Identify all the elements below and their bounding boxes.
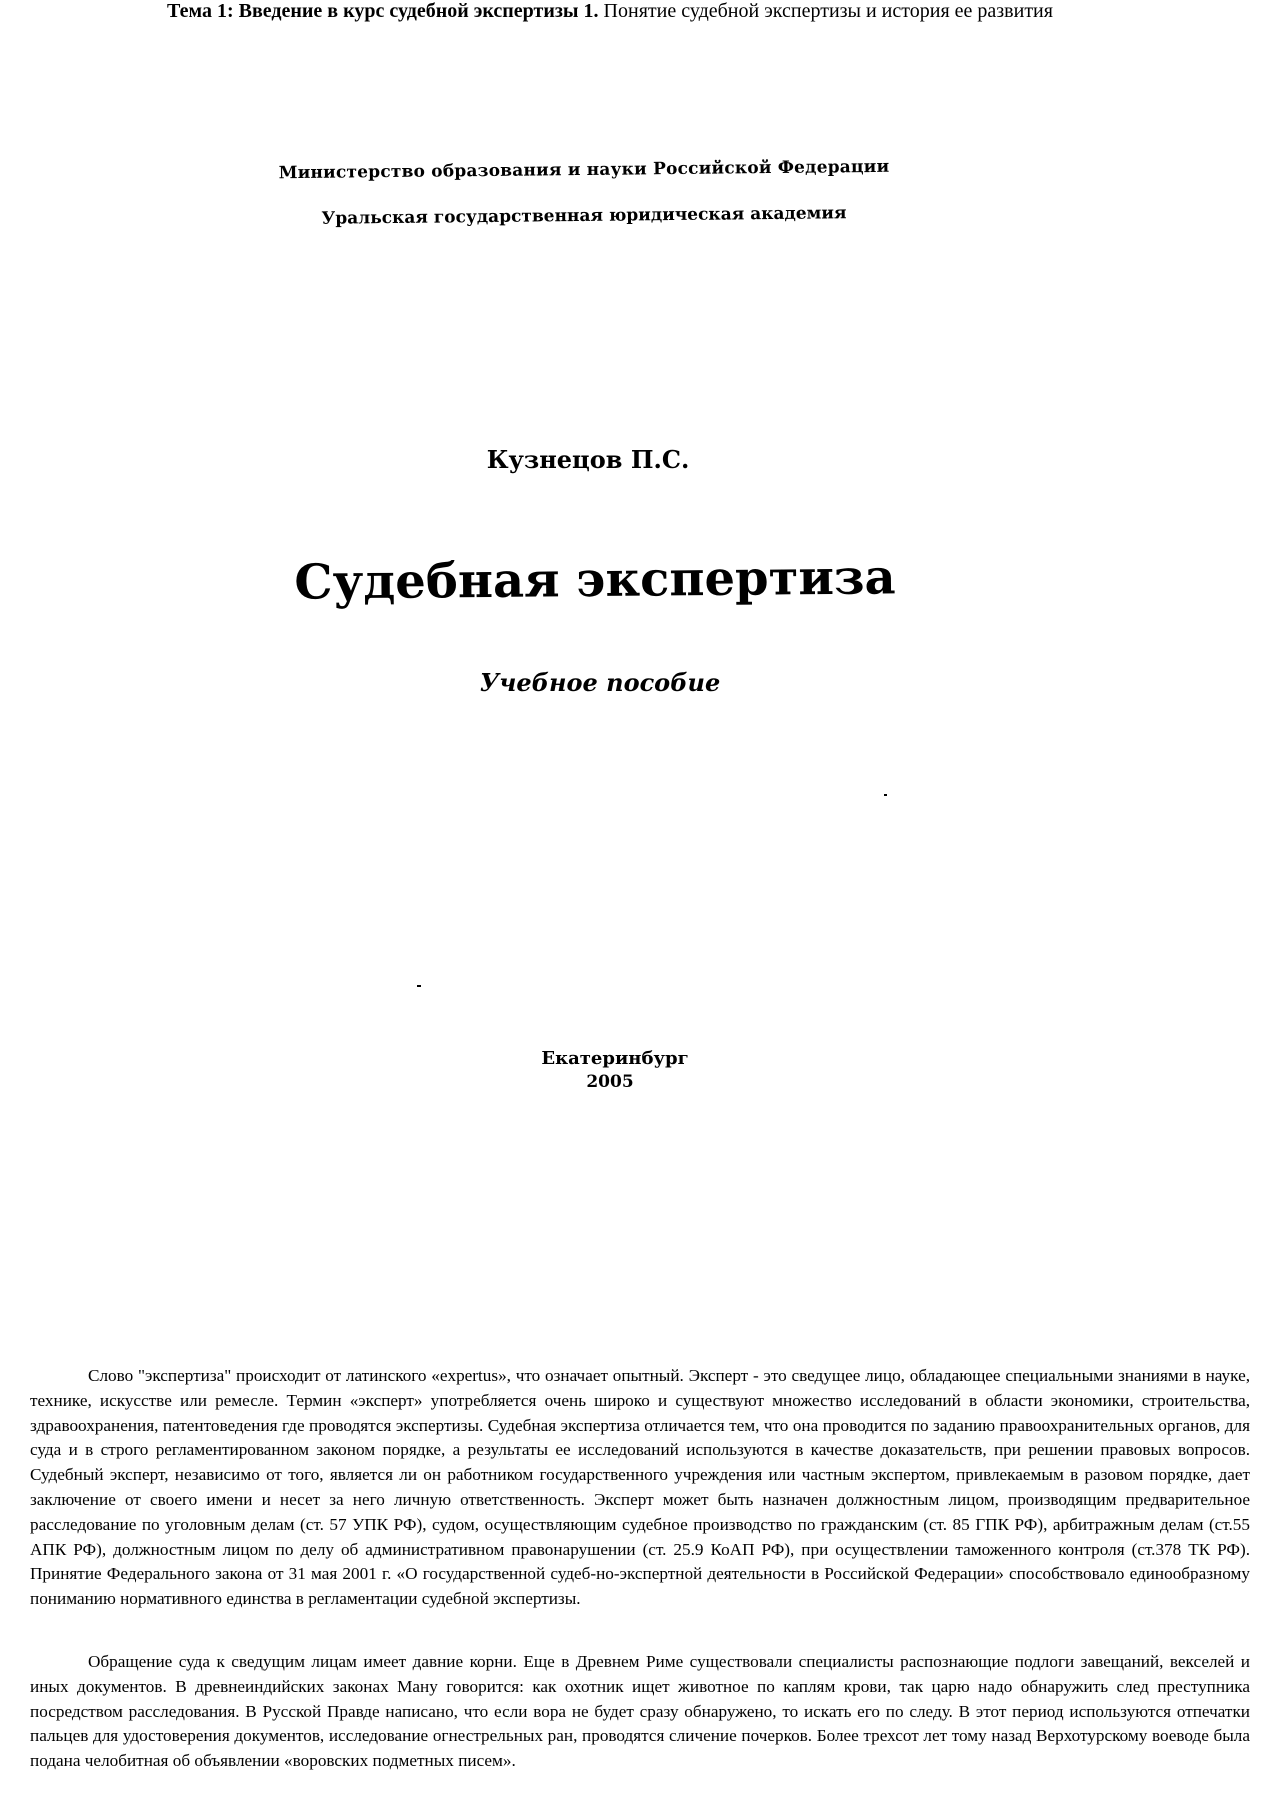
topic-heading-rest: Понятие судебной экспертизы и история ее развития [598,0,1053,22]
academy-line: Уральская государственная юридическая академия [321,203,847,229]
body-paragraph-1 [30,1364,1250,1612]
topic-heading-bold: Тема 1: Введение в курс судебной экспертизы 1. [167,0,599,22]
author-name: Кузнецов П.С. [486,445,690,474]
ministry-line: Министерство образования и науки Российской Федерации [278,156,890,184]
book-title: Судебная экспертиза [294,549,896,611]
scan-speck [884,794,887,796]
body-paragraph-2 [30,1650,1250,1774]
topic-heading [0,0,1220,23]
book-subtitle: Учебное пособие [479,668,721,697]
paragraph-text: Слово "экспертиза" происходит от латинского «expertus», что означает опытный. Эксперт - это сведущее лицо, обладающее специальными знаниями в науке, технике, искусстве или ремесле. Термин «эксперт» употребляется очень широко и существуют множество исследований в области экономики, строительства, здравоохранения, патентоведения где проводятся экспертизы. Судебная экспертиза отличается тем, что она проводится по заданию правоохранительных органов, для суда и в строго регламентированном законом порядке, а результаты ее исследований используются в качестве доказательств, при решении правовых вопросов. Судебный эксперт, независимо от того, является ли он работником государственного учреждения или частным экспертом, привлекаемым в разовом порядке, дает заключение от своего имени и несет за него личную ответственность. Эксперт может быть назначен должностным лицом, производящим предварительное расследование по уголовным делам (ст. 57 УПК РФ), судом, осуществляющим судебное производство по гражданским (ст. 85 ГПК РФ), арбитражным делам (ст.55 АПК РФ), должностным лицом по делу об административном правонарушении (ст. 25.9 КоАП РФ), при осуществлении таможенного контроля (ст.378 ТК РФ). Принятие Федерального закона от 31 мая 2001 г. «О государственной судеб-но-экспертной деятельности в Российской Федерации» способствовало единообразному пониманию нормативного единства в регламентации судебной экспертизы. [30,1366,1250,1609]
publication-city: Екатеринбург [541,1048,689,1069]
paragraph-text: Обращение суда к сведущим лицам имеет давние корни. Еще в Древнем Риме существовали специалисты распознающие подлоги завещаний, векселей и иных документов. В древнеиндийских законах Ману говорится: как охотник ищет животное по каплям крови, так царю надо обнаружить след преступника посредством расследования. В Русской Правде написано, что если вора не будет сразу обнаружено, то искать его по следу. В этот период используются отпечатки пальцев для удостоверения документов, исследование огнестрельных ран, проводятся сличение почерков. Более трехсот лет тому назад Верхотурскому воеводе была подана челобитная об объявлении «воровских подметных писем». [30,1652,1250,1771]
scan-speck [417,985,421,987]
publication-year: 2005 [586,1072,634,1092]
